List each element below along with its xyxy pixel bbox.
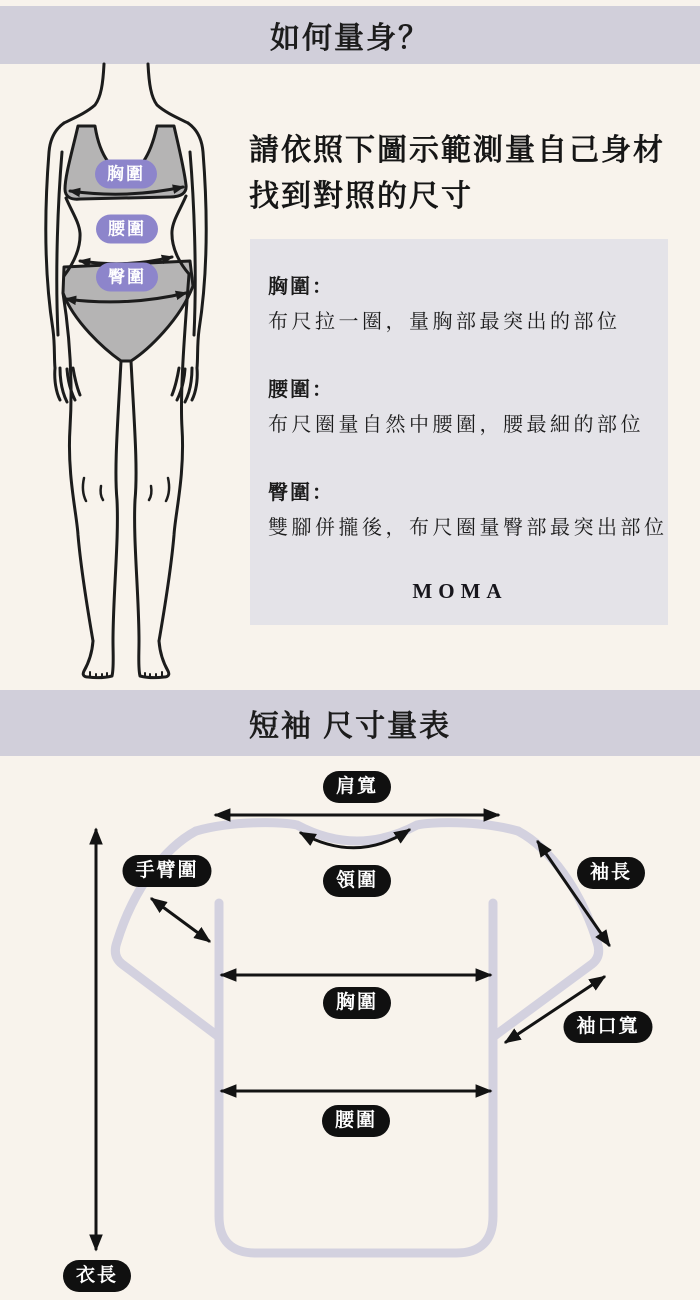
tag-shoulder-width: 肩寬: [323, 771, 391, 803]
header-title-how-to-measure: 如何量身？: [270, 22, 430, 55]
infobox-item-desc: 布尺拉一圈，量胸部最突出的部位: [268, 311, 621, 333]
intro-heading-line2: 找到對照的尺寸: [249, 180, 473, 213]
body-figure-illustration: [46, 64, 207, 678]
intro-heading-line1: 請依照下圖示範測量自己身材: [249, 134, 665, 167]
header-title-size-chart: 短袖 尺寸量表: [248, 710, 452, 743]
figure-label-hip: 臀圍: [96, 263, 158, 292]
infobox-item-bust: [268, 270, 652, 340]
intro-heading: [249, 128, 665, 220]
infobox-item-desc: 布尺圈量自然中腰圍，腰最細的部位: [268, 414, 644, 436]
measurement-infobox: [250, 239, 668, 625]
infobox-item-waist: [268, 373, 652, 443]
infobox-item-hip: [268, 476, 668, 546]
arm-circumference-arrow: [152, 899, 209, 941]
figure-label-bust: 胸圍: [95, 160, 157, 189]
infobox-item-label: 胸圍：: [268, 276, 334, 298]
tag-chest: 胸圍: [323, 987, 391, 1019]
figure-label-waist: 腰圍: [96, 215, 158, 244]
infobox-item-label: 腰圍：: [268, 379, 334, 401]
tag-collar: 領圍: [323, 865, 391, 897]
header-bar-size-chart: [0, 690, 700, 756]
tag-sleeve-length: 袖長: [577, 857, 645, 889]
infobox-item-desc: 雙腳併攏後，布尺圈量臀部最突出部位: [268, 517, 668, 539]
infobox-item-label: 臀圍：: [268, 482, 334, 504]
tag-garment-length: 衣長: [63, 1260, 131, 1292]
tag-waist: 腰圍: [322, 1105, 390, 1137]
tag-cuff-width: 袖口寬: [563, 1011, 652, 1043]
brand-logo: MOMA: [412, 579, 508, 603]
tag-arm-circumference: 手臂圍: [122, 855, 211, 887]
